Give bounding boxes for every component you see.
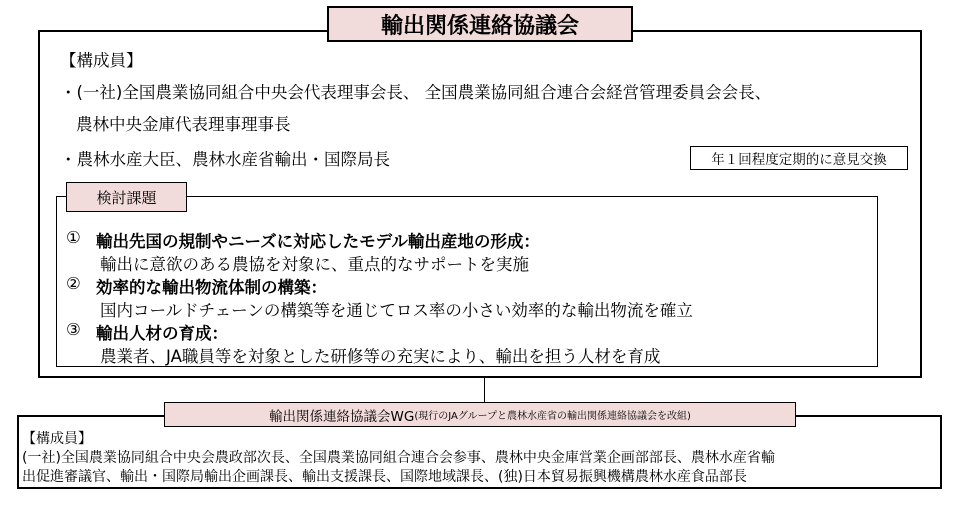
topic-2-description: 国内コールドチェーンの構築等を通じてロス率の小さい効率的な輸出物流を確立 [100,301,693,320]
meeting-frequency-badge: 年１回程度定期的に意見交換 [690,146,908,170]
wg-title: 輸出関係連絡協議会WG [269,408,415,425]
council-title: 輸出関係連絡協議会 [327,6,633,42]
members-label: 【構成員】 [60,51,143,70]
wg-members-line-2: 出促進審議官、輸出・国際局輸出企画課長、輸出支援課長、国際地域課長、(独)日本貿易振興機構農林水産食品部長 [22,469,747,485]
members-line-3: ・農林水産大臣、農林水産省輸出・国際局長 [60,150,390,169]
wg-title-bar [164,402,796,427]
topic-2-title: 効率的な輸出物流体制の構築： [96,278,327,297]
topic-1-title: 輸出先国の規制やニーズに対応したモデル輸出産地の形成： [96,232,540,251]
topic-2-number: ② [66,274,81,293]
topics-label: 検討課題 [66,182,187,212]
members-line-2: 農林中央金庫代表理事理事長 [76,115,291,134]
topic-3-number: ③ [66,320,81,339]
connector-line [484,378,485,402]
topic-3-description: 農業者、JA職員等を対象とした研修等の充実により、輸出を担う人材を育成 [100,347,661,366]
wg-members-label: 【構成員】 [22,431,92,447]
topic-3-title: 輸出人材の育成： [96,324,228,343]
wg-members-line-1: (一社)全国農業協同組合中央会農政部次長、全国農業協同組合連合会参事、農林中央金庫営業企画部部長、農林水産省輸 [22,450,775,466]
wg-note: (現行のJAグループと農林水産省の輸出関係連絡協議会を改組) [414,411,691,422]
topic-1-description: 輸出に意欲のある農協を対象に、重点的なサポートを実施 [100,255,529,274]
members-line-1: ・(一社)全国農業協同組合中央会代表理事会長、 全国農業協同組合連合会経営管理委員会会長、 [60,83,772,102]
topic-1-number: ① [66,228,81,247]
